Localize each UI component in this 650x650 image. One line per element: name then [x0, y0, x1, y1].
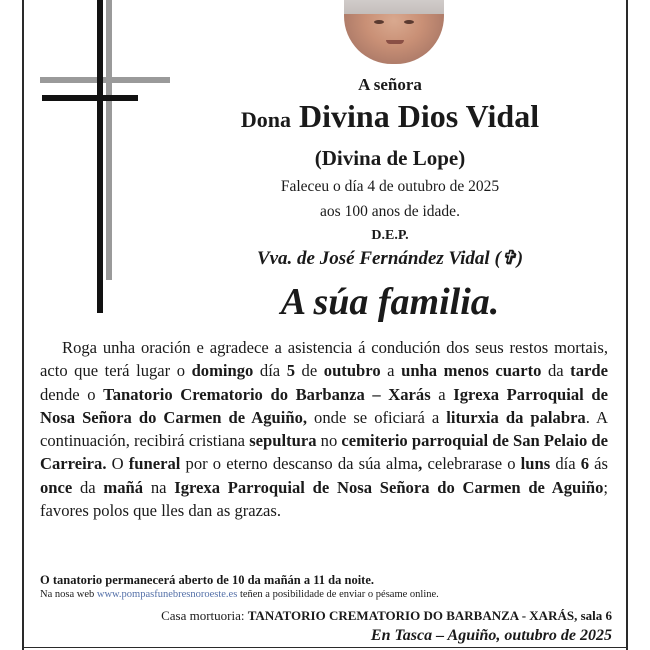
- place-date: En Tasca – Aguiño, outubro de 2025: [370, 627, 612, 644]
- age: aos 100 anos de idade.: [320, 203, 460, 220]
- left-border: [22, 0, 24, 650]
- dep-label: D.E.P.: [371, 228, 409, 243]
- death-date: Faleceu o día 4 de outubro de 2025: [280, 178, 500, 195]
- mortuary-info: Casa mortuoria: TANATORIO CREMATORIO DO BARBANZA - XARÁS, sala 6: [161, 608, 612, 623]
- nickname: (Divina de Lope): [314, 146, 466, 170]
- honorific: A señora: [358, 75, 422, 94]
- right-border: [626, 0, 628, 650]
- name-text: Divina Dios Vidal: [299, 98, 540, 134]
- service-announcement: Roga unha oración e agradece a asistencia á condución dos seus restos mortais, acto que terá lugar o domingo día 5 de outubro a unha menos cuarto da tarde dende o Tanatorio Crematorio do Barbanza – Xarás a Igrexa Parroquial de Nosa Señora do Carmen de Aguiño, onde se oficiará a liturxia da palabra. A continuación, recibirá cristiana sepultura no cemiterio parroquial de San Pelaio de Carreira. O funeral por o eterno descanso da súa alma, celebrarase o luns día 6 ás once da mañá na Igrexa Parroquial de Nosa Señora do Carmen de Aguiño; favores polos que lles dan as grazas.: [40, 338, 609, 521]
- family-heading: A súa familia.: [280, 281, 500, 323]
- name-prefix: Dona: [240, 107, 292, 132]
- web-note: Na nosa web www.pompasfunebresnoroeste.es teñen a posibilidade de enviar o pésame online.: [40, 589, 439, 600]
- website-link[interactable]: www.pompasfunebresnoroeste.es: [96, 589, 238, 600]
- deceased-name: [180, 98, 600, 135]
- tanatorio-hours: O tanatorio permanecerá aberto de 10 da mañán a 11 da noite.: [40, 573, 375, 587]
- deceased-photo: [344, 0, 444, 64]
- widow-of: Vva. de José Fernández Vidal (✞): [256, 248, 524, 269]
- bottom-border: [22, 647, 628, 648]
